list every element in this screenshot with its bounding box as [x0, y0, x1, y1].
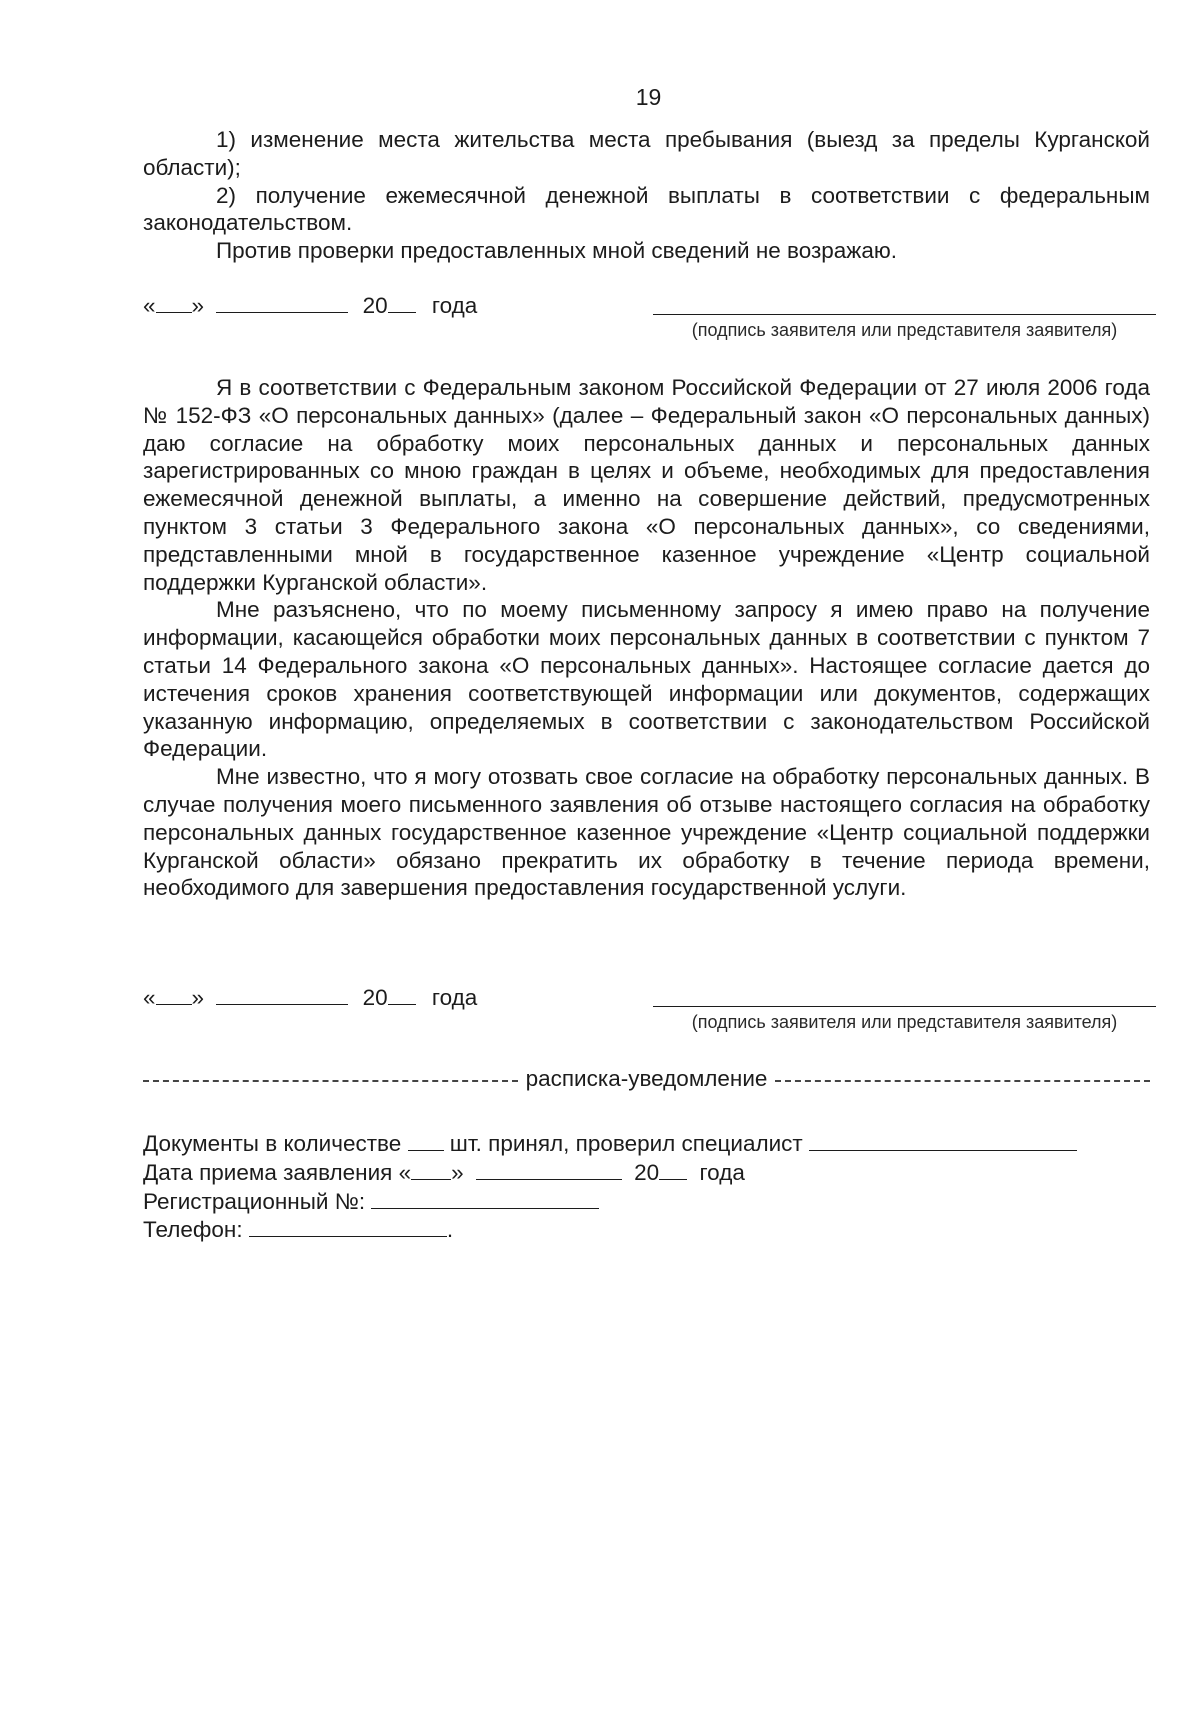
intro-item-1: 1) изменение места жительства места пребывания (выезд за пределы Курганской области); — [143, 127, 1150, 180]
receipt-divider-label: расписка-уведомление — [525, 1066, 768, 1091]
specialist-blank[interactable] — [809, 1130, 1077, 1151]
close-quote: » — [191, 293, 205, 318]
signature-line-2[interactable] — [653, 1006, 1156, 1007]
page-number: 19 — [635, 84, 662, 110]
open-quote: « — [143, 293, 156, 318]
phone-line — [143, 1216, 1077, 1245]
receipt-divider — [143, 1066, 1150, 1092]
date-field-1[interactable] — [143, 292, 477, 319]
year-prefix: 20 — [362, 985, 388, 1010]
documents-count-blank[interactable] — [408, 1130, 444, 1151]
signature-caption-1: (подпись заявителя или представителя заявителя) — [691, 320, 1118, 340]
application-date-line — [143, 1159, 1077, 1188]
phone-end: . — [446, 1217, 454, 1243]
documents-count-label: Документы в количестве — [143, 1131, 402, 1156]
year-blank[interactable] — [388, 984, 416, 1005]
registration-number-blank[interactable] — [371, 1188, 599, 1209]
close-quote: » — [191, 985, 205, 1010]
consent-section — [143, 374, 1150, 902]
consent-paragraph-1: Я в соответствии с Федеральным законом Российской Федерации от 27 июля 2006 года № 152-ФЗ «О персональных данных» (далее – Федеральный закон «О персональных данных) даю согласие на обработку моих персональных данных и персональных данных зарегистрированных со мною граждан в целях и объеме, необходимых для предоставления ежемесячной денежной выплаты, а именно на совершение действий, предусмотренных пунктом 3 статьи 3 Федерального закона «О персональных данных», со сведениями, представленными мной в государственное казенное учреждение «Центр социальной поддержки Курганской области». — [143, 375, 1150, 595]
signature-row-1 — [143, 292, 1150, 352]
consent-paragraph-2: Мне разъяснено, что по моему письменному запросу я имею право на получение информации, касающейся обработки моих персональных данных в соответствии с пунктом 7 статьи 14 Федерального закона «О персональных данных». Настоящее согласие дается до истечения сроков хранения соответствующей информации или документов, содержащих указанную информацию, определяемых в соответствии с законодательством Российской Федерации. — [143, 597, 1150, 762]
day-blank[interactable] — [156, 292, 192, 313]
signature-row-2 — [143, 984, 1150, 1044]
month-blank[interactable] — [216, 984, 348, 1005]
application-date-label: Дата приема заявления « — [143, 1159, 412, 1185]
application-day-blank[interactable] — [411, 1159, 451, 1180]
signature-caption-2: (подпись заявителя или представителя заявителя) — [691, 1012, 1118, 1032]
intro-section — [143, 126, 1150, 265]
year-suffix: года — [699, 1159, 745, 1185]
signature-line-1[interactable] — [653, 314, 1156, 315]
day-blank[interactable] — [156, 984, 192, 1005]
phone-label: Телефон: — [143, 1217, 243, 1243]
close-quote: » — [451, 1159, 464, 1185]
phone-blank[interactable] — [249, 1216, 447, 1237]
registration-number-label: Регистрационный №: — [143, 1188, 366, 1214]
registration-number-line — [143, 1188, 1077, 1217]
application-month-blank[interactable] — [476, 1159, 622, 1180]
divider-dash-right — [775, 1080, 1150, 1082]
month-blank[interactable] — [216, 292, 348, 313]
specialist-label: шт. принял, проверил специалист — [449, 1131, 803, 1156]
consent-paragraph-3: Мне известно, что я могу отозвать свое согласие на обработку персональных данных. В случае получения моего письменного заявления об отзыве настоящего согласия на обработку персональных данных государственное казенное учреждение «Центр социальной поддержки Курганской области» обязано прекратить их обработку в течение периода времени, необходимого для завершения предоставления государственной услуги. — [143, 764, 1150, 901]
application-year-blank[interactable] — [659, 1159, 687, 1180]
documents-count-line — [143, 1130, 1077, 1159]
year-prefix: 20 — [634, 1159, 660, 1185]
year-suffix: года — [431, 293, 478, 318]
year-blank[interactable] — [388, 292, 416, 313]
receipt-section — [143, 1130, 1077, 1245]
intro-item-2: 2) получение ежемесячной денежной выплаты в соответствии с федеральным законодательством. — [143, 182, 1150, 236]
date-field-2[interactable] — [143, 984, 477, 1011]
open-quote: « — [143, 985, 156, 1010]
divider-dash-left — [143, 1080, 518, 1082]
year-suffix: года — [431, 985, 478, 1010]
no-objection-text: Против проверки предоставленных мной сведений не возражаю. — [216, 238, 897, 264]
year-prefix: 20 — [362, 293, 388, 318]
